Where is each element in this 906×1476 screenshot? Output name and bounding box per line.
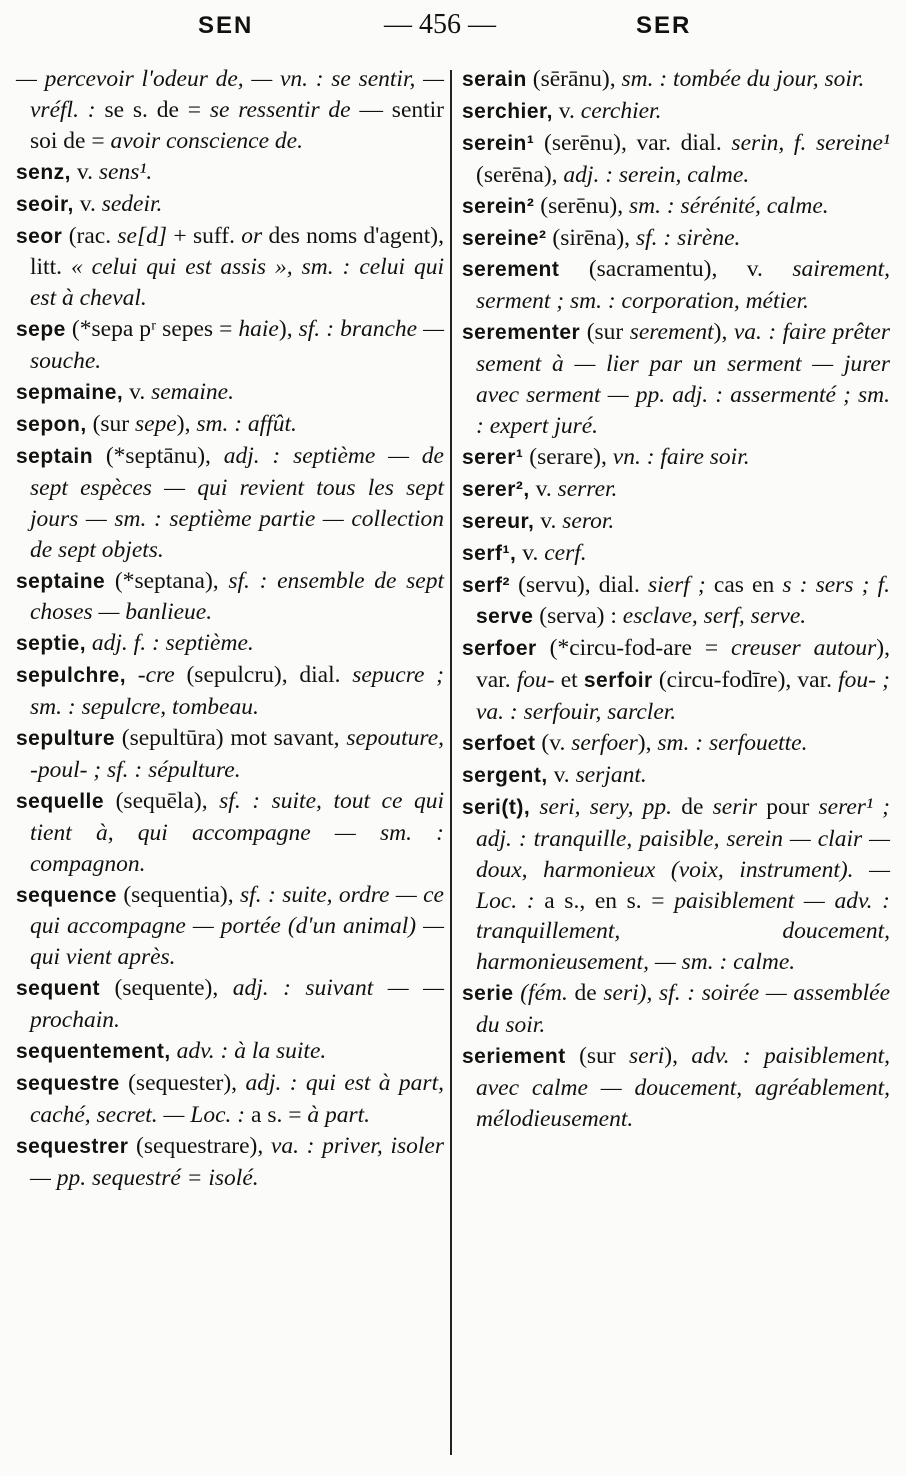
entry-text-italic: semaine. [151,379,234,406]
entry-text: v. [516,539,545,566]
entry-text: v. [123,379,152,406]
entry-text: des noms d'agent), litt. [30,222,444,281]
entry-text: (sequēla), [104,787,220,814]
dictionary-entry [16,723,444,786]
headword: serie [462,982,514,1006]
dictionary-entry [462,1041,890,1135]
entry-text-italic: haie [238,316,279,343]
headword: serain [462,68,527,91]
entry-text-italic: adj. : suivant — — prochain. [30,975,444,1034]
entry-text-italic: se ressentir de [209,96,351,123]
headword: serfoir [583,669,653,693]
entry-text-italic: sf. : branche — souche. [30,316,445,375]
entry-text: (sacramentu), v. [559,256,793,283]
dictionary-entry [462,633,890,728]
entry-text: (sequentia), [116,881,241,908]
headword: serer², [462,477,530,501]
dictionary-entry [16,64,444,157]
entry-text: (serēnu), [534,192,629,219]
headword: sepmaine, [16,381,124,405]
headword: sequestre [16,1072,120,1095]
headword: serement [462,258,560,282]
headword: serf¹, [462,541,517,565]
headword: serfoer [462,637,537,661]
entry-text-italic: or [241,222,263,249]
dictionary-entry [462,728,890,760]
dictionary-entry [16,441,444,566]
headword: sepulture [16,727,116,751]
headword: senz, [16,160,72,184]
entry-text-italic: sm. : serfouette. [657,730,808,757]
dictionary-entry [462,538,890,570]
dictionary-entry [462,128,890,191]
dictionary-entry [16,314,444,377]
entry-text: (v. [535,730,572,757]
column-divider [450,70,452,1455]
entry-text: (*circu-fod-are = [536,635,732,662]
entry-text: se s. de = [104,96,210,123]
entry-text: ), var. [476,635,890,694]
headword: sereur, [462,509,535,533]
headword: sequentement, [16,1040,171,1064]
entry-text: (serēna), [476,161,564,188]
entry-text: (sērānu), [526,66,622,92]
entry-text-italic: serfoer [571,730,638,757]
entry-text-italic: seri), sf. : soirée — assemblée du soir. [476,980,890,1039]
dictionary-entry [462,191,890,223]
page-number: — 456 — [384,9,496,40]
entry-text-italic: serer¹ ; adj. : tranquille, paisible, serein — clair — doux, harmonieux (voix, instrument). — Loc. : [476,793,891,914]
entry-text: + suff. [167,222,242,249]
entry-text-italic: s : sers ; f. [782,571,890,598]
entry-text-italic: sf. : ensemble de sept choses — banlieue. [30,567,444,626]
entry-text: cas en [705,571,783,598]
headword: seri(t), [462,795,531,819]
entry-text: v. [534,507,563,534]
entry-text: et [554,667,584,694]
entry-text: ), [664,1043,692,1070]
entry-text-italic: sf. : suite, tout ce qui tient à, qui accompagne — sm. : compagnon. [30,787,444,877]
headword: sequent [16,977,101,1001]
entry-text: ), [713,319,734,346]
headword: sepulchre, [16,664,127,688]
entry-text-italic: -cre [126,662,175,689]
running-head-left: SEN [198,12,254,39]
headword: septain [16,444,94,468]
entry-text-italic: vn. : faire soir. [612,443,750,470]
entry-text-italic: serin, f. sereine¹ [731,129,890,156]
headword: seor [16,224,63,248]
dictionary-entry [462,978,890,1041]
dictionary-entry [16,973,444,1036]
entry-text-italic: avoir conscience de. [110,127,303,154]
entry-text-italic: se[d] [117,222,168,249]
headword: sepe [16,318,66,342]
entry-text-italic: sf. : sirène. [635,224,741,251]
entry-text: pour [757,793,819,820]
headword: serf² [462,573,511,597]
entry-text-italic: à part. [307,1101,371,1128]
entry-text-italic: sm. : sérénité, calme. [628,192,829,219]
entry-text-italic: cerf. [544,539,587,566]
dictionary-entry [462,792,890,978]
headword: septaine [16,569,106,593]
dictionary-entry [462,254,890,317]
entry-text-italic: seri [629,1043,665,1070]
entry-text-italic: sm. : tombée du jour, soir. [621,66,865,92]
dictionary-entry [16,880,444,974]
entry-text: (sur [86,410,135,437]
entry-text: ), [637,730,658,757]
entry-text-italic: sierf ; [648,571,706,598]
headword: serfoet [462,732,536,756]
dictionary-entry [462,96,890,128]
headword: serer¹ [462,445,524,469]
dictionary-entry [16,566,444,629]
dictionary-entry [16,1131,444,1194]
entry-text: v. [71,158,99,185]
entry-text-italic: adj. f. : septième. [86,630,254,657]
entry-text: v. [73,190,102,217]
entry-text: de [672,793,713,820]
headword: septie, [16,632,87,656]
entry-text-italic: serrer. [557,475,618,502]
entry-text-italic: fou- ; va. : serfouir, sarcler. [476,667,890,726]
entry-text-italic: paisiblement — adv. : tranquillement, doucement, harmonieusement, — sm. : calme. [476,887,890,976]
entry-text: (sur [580,319,630,346]
entry-text-italic: sairement, serment ; sm. : corporation, métier. [476,256,890,315]
headword: sequelle [16,789,105,813]
entry-text: (rac. [62,222,118,249]
dictionary-entry [16,628,444,660]
entry-text: (*sepa pʳ sepes = [65,316,239,343]
dictionary-entry [16,1036,444,1068]
headword: sequestrer [16,1134,129,1158]
entry-text: (*septānu), [93,442,224,469]
dictionary-entry [462,474,890,506]
entry-text: (circu-fodīre), var. [652,667,839,694]
entry-text: (serva) : [533,603,623,630]
entry-text: (serare), [523,443,613,470]
entry-text-italic: serement [629,319,714,346]
entry-text-italic: fou- [516,667,555,694]
entry-text: ), [176,410,197,437]
headword: sequence [16,883,117,907]
running-head-right: SER [636,12,692,39]
entry-text-italic: adv. : paisiblement, avec calme — doucement, agréablement, mélodieusement. [476,1043,891,1132]
entry-text: (sepultūra) mot savant, [115,725,347,752]
dictionary-entry [462,317,890,442]
entry-text: v. [529,475,558,502]
dictionary-entry [16,786,444,880]
dictionary-entry [16,409,444,441]
headword: sereine² [462,226,547,250]
entry-text: v. [552,97,581,124]
dictionary-entry [16,221,444,315]
headword: seriement [462,1045,566,1069]
entry-text: (sequestrare), [128,1132,271,1159]
entry-text-italic: (fém. [513,980,568,1007]
headword: serein² [462,194,535,218]
entry-text-italic: adj. : serein, calme. [563,161,750,188]
entry-text-italic: adj. : septième — de sept espèces — qui revient tous les sept jours — sm. : septième partie — collection de sept objets. [30,442,444,563]
dictionary-entry [462,570,890,634]
entry-text-italic: seri, sery, pp. [530,793,673,820]
dictionary-entry [462,223,890,255]
entry-text-italic: esclave, serf, serve. [622,603,807,630]
dictionary-entry [16,377,444,409]
entry-text: (sirēna), [546,224,636,251]
entry-text-italic: sf. : suite, ordre — ce qui accompagne — portée (d'un animal) — qui vient après. [30,881,444,971]
entry-text: (sequente), [100,975,233,1002]
headword: serchier, [462,99,553,123]
entry-text: de [567,980,604,1007]
entry-text: (*septana), [105,567,229,594]
entry-text-italic: sepouture, -poul- ; sf. : sépulture. [30,725,444,783]
entry-text: (serēnu), var. dial. [534,129,732,156]
dictionary-entry [16,1068,444,1131]
entry-text-italic: seror. [562,507,615,534]
dictionary-entry [16,189,444,221]
page-header [0,0,906,62]
dictionary-entry [16,157,444,189]
headword: seoir, [16,192,74,216]
entry-text-italic: cerchier. [580,97,662,124]
right-column [462,64,890,1135]
entry-text-italic: va. : faire prêter sement à — lier par un serment — jurer avec serment — pp. adj. : assermenté ; sm. : expert juré. [476,319,890,439]
entry-text-italic: sens¹. [98,158,153,185]
entry-text: (sur [565,1043,630,1070]
entry-text-italic: serir [712,793,758,820]
headword: serementer [462,321,581,345]
entry-text: (sequester), [119,1070,246,1096]
entry-text-italic: creuser autour [731,635,877,662]
headword: sergent, [462,763,548,787]
entry-text-italic: sepucre ; sm. : sepulcre, tombeau. [30,662,444,721]
dictionary-entry [462,442,890,474]
entry-text: a s. = [251,1101,308,1128]
entry-text-italic: sm. : affût. [196,410,297,437]
entry-text-italic: serjant. [575,761,647,788]
left-column [16,64,444,1194]
entry-text: v. [547,761,576,788]
entry-text-italic: sepe [134,410,177,437]
entry-text-italic: adv. : à la suite. [170,1038,327,1065]
entry-text-italic: « celui qui est assis », sm. : celui qui est à cheval. [30,254,444,312]
headword: serein¹ [462,131,535,155]
entry-text: (servu), dial. [510,571,648,598]
headword: serve [476,605,534,629]
entry-text: — sentir soi de = [30,96,445,154]
dictionary-entry [462,506,890,538]
entry-text-italic: — percevoir l'odeur de, — vn. : se sentir, — vréfl. : [16,66,444,123]
entry-text: a s., en s. = [544,887,675,914]
dictionary-entry [16,660,444,723]
entry-text-italic: va. : priver, isoler — pp. sequestré = isolé. [30,1132,444,1191]
entry-text: ), [278,316,299,343]
headword: sepon, [16,412,87,436]
dictionary-entry [462,64,890,96]
entry-text-italic: sedeir. [101,190,163,217]
dictionary-entry [462,760,890,792]
entry-text: (sepulcru), dial. [174,662,353,689]
entry-text-italic: adj. : qui est à part, caché, secret. — Loc. : [30,1070,444,1128]
